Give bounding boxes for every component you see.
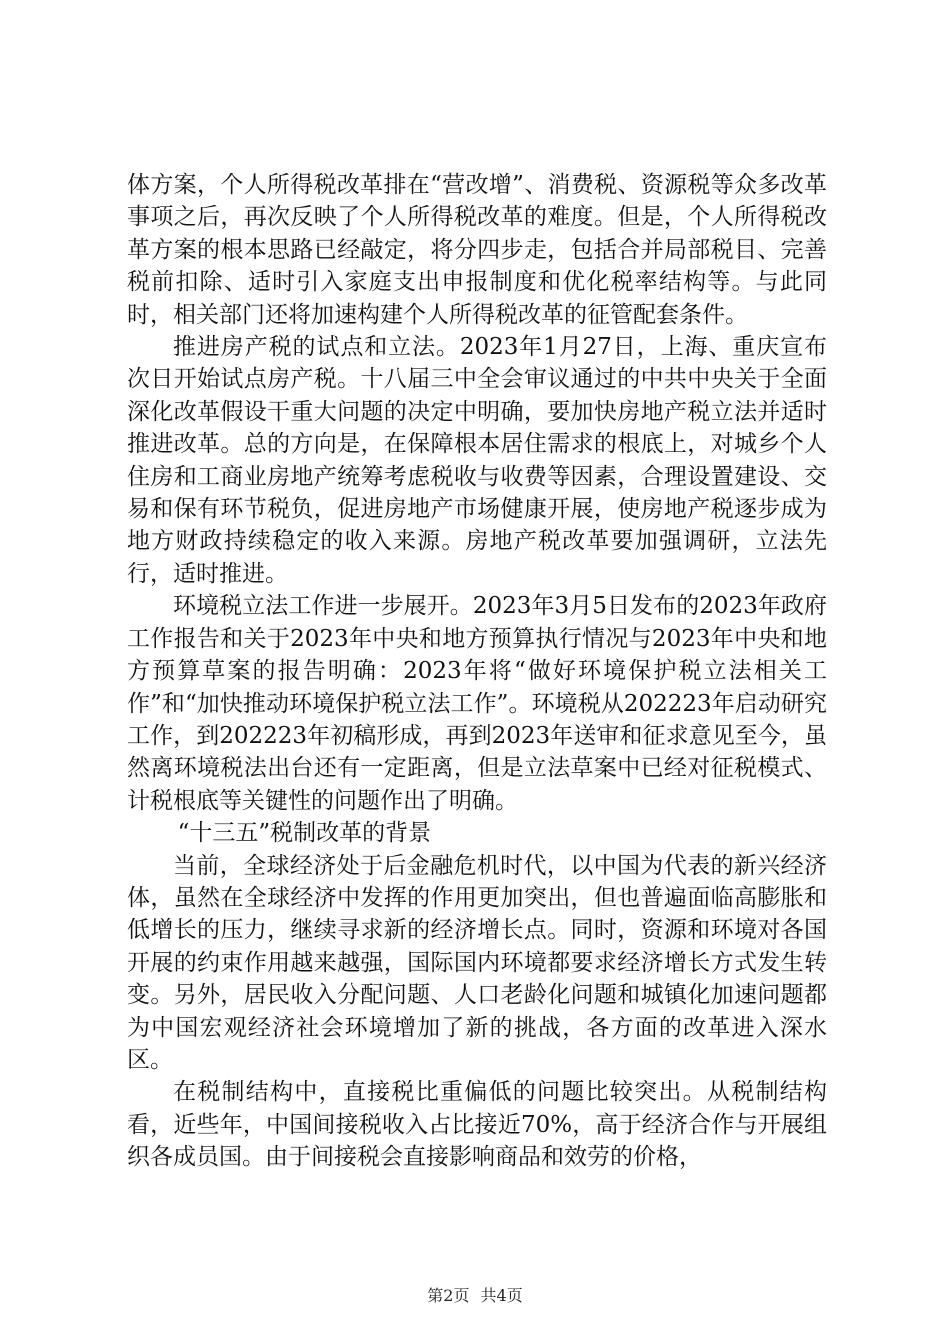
paragraph-background: 当前，全球经济处于后金融危机时代，以中国为代表的新兴经济体，虽然在全球经济中发挥的作用更加突出，但也普遍面临高膨胀和低增长的压力，继续寻求新的经济增长点。同时，资源和环境对各国开展的约束作用越来越强，国际国内环境都要求经济增长方式发生转变。另外，居民收入分配问题、人口老龄化问题和城镇化加速问题都为中国宏观经济社会环境增加了新的挑战，各方面的改革进入深水区。 [127, 852, 827, 1073]
paragraph-income-tax-plan: 体方案，个人所得税改革排在“营改增”、消费税、资源税等众多改革事项之后，再次反映了个人所得税改革的难度。但是，个人所得税改革方案的根本思路已经敲定，将分四步走，包括合并局部税目、完善税前扣除、适时引入家庭支出申报制度和优化税率结构等。与此同时，相关部门还将加速构建个人所得税改革的征管配套条件。 [127, 172, 827, 328]
paragraph-environment-tax: 环境税立法工作进一步展开。2023年3月5日发布的2023年政府工作报告和关于2023年中央和地方预算执行情况与2023年中央和地方预算草案的报告明确：2023年将“做好环境保护税立法相关工作”和“加快推动环境保护税立法工作”。环境税从202223年启动研究工作，到202223年初稿形成，再到2023年送审和征求意见至今，虽然离环境税法出台还有一定距离，但是立法草案中已经对征税模式、计税根底等关键性的问题作出了明确。 [127, 593, 827, 814]
document-body [127, 169, 827, 1174]
page-total: 共4页 [480, 1286, 523, 1305]
section-heading: “十三五”税制改革的背景 [177, 820, 432, 847]
paragraph-property-tax: 推进房产税的试点和立法。2023年1月27日，上海、重庆宣布次日开始试点房产税。十八届三中全会审议通过的中共中央关于全面深化改革假设干重大问题的决定中明确，要加快房地产税立法并适时推进改革。总的方向是，在保障根本居住需求的根底上，对城乡个人住房和工商业房地产统筹考虑税收与收费等因素，合理设置建设、交易和保有环节税负，促进房地产市场健康开展，使房地产税逐步成为地方财政持续稳定的收入来源。房地产税改革要加强调研，立法先行，适时推进。 [127, 334, 827, 587]
page-number: 第2页 [427, 1286, 470, 1305]
paragraph-tax-structure: 在税制结构中，直接税比重偏低的问题比较突出。从税制结构看，近些年，中国间接税收入占比接近70%，高于经济合作与开展组织各成员国。由于间接税会直接影响商品和效劳的价格， [127, 1079, 827, 1171]
page-footer [0, 1283, 950, 1306]
